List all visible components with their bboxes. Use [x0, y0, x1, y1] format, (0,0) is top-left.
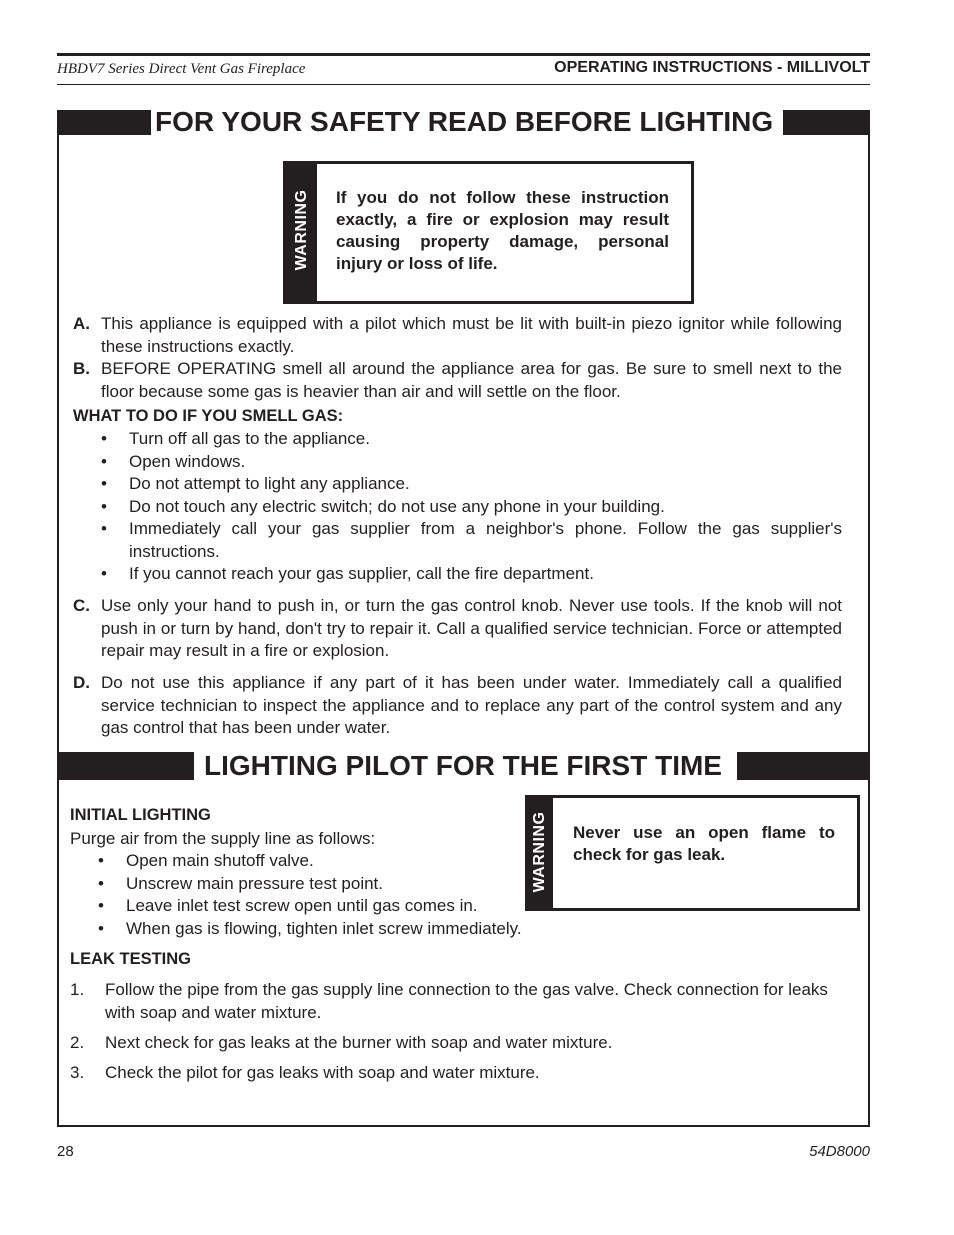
list-item — [98, 850, 568, 873]
warning-text-explosion: If you do not follow these instruction exactly, a fire or explosion may result causing property damage, personal injury or loss of life. — [336, 188, 669, 273]
section-title-lighting: LIGHTING PILOT FOR THE FIRST TIME — [194, 748, 737, 784]
bullet-icon: • — [98, 896, 104, 915]
list-item — [70, 1032, 846, 1055]
item-label: D. — [73, 673, 90, 692]
step-number: 2. — [70, 1033, 85, 1052]
item-text: Use only your hand to push in, or turn the gas control knob. Never use tools. If the knob will not push in or turn by hand, don't try to repair it. Call a qualified service technician. Force or attempted repair may result in a fire or explosion. — [101, 596, 842, 660]
leak-testing-heading: LEAK TESTING — [70, 950, 192, 968]
list-item-text: Leave inlet test screw open until gas comes in. — [126, 896, 478, 915]
warning-box-open-flame — [525, 795, 860, 911]
warning-box-explosion — [283, 161, 694, 304]
page-number: 28 — [57, 1143, 74, 1160]
item-text: BEFORE OPERATING smell all around the appliance area for gas. Be sure to smell next to the floor because some gas is heavier than air and will settle on the floor. — [101, 359, 842, 401]
item-label: B. — [73, 359, 90, 378]
instruction-item-b — [73, 358, 842, 403]
document-number: 54D8000 — [809, 1143, 870, 1160]
list-item — [101, 518, 842, 563]
bullet-icon: • — [101, 497, 107, 516]
item-text: This appliance is equipped with a pilot which must be lit with built-in piezo ignitor while following these instructions exactly. — [101, 314, 842, 356]
step-text: Check the pilot for gas leaks with soap and water mixture. — [105, 1063, 540, 1082]
instruction-item-d — [73, 672, 842, 740]
list-item-text: Open main shutoff valve. — [126, 851, 314, 870]
list-item — [101, 473, 842, 496]
header-subrule — [57, 84, 870, 85]
bullet-icon: • — [98, 874, 104, 893]
header-rule — [57, 53, 870, 56]
header-section-title: OPERATING INSTRUCTIONS - MILLIVOLT — [554, 59, 870, 76]
bullet-icon: • — [101, 519, 107, 538]
bullet-icon: • — [101, 564, 107, 583]
instruction-item-a — [73, 313, 842, 358]
list-item-text: If you cannot reach your gas supplier, call the fire department. — [129, 564, 594, 583]
bullet-icon: • — [101, 474, 107, 493]
instruction-item-c — [73, 595, 842, 663]
warning-label: WARNING — [531, 811, 548, 893]
item-label: C. — [73, 596, 90, 615]
step-number: 3. — [70, 1063, 85, 1082]
list-item — [101, 451, 842, 474]
list-item — [98, 895, 568, 918]
list-item-text: Unscrew main pressure test point. — [126, 874, 383, 893]
list-item — [101, 563, 842, 586]
smell-gas-heading: WHAT TO DO IF YOU SMELL GAS: — [73, 407, 344, 425]
list-item-text: Open windows. — [129, 452, 246, 471]
bullet-icon: • — [98, 851, 104, 870]
list-item-text: Do not touch any electric switch; do not use any phone in your building. — [129, 497, 665, 516]
bullet-icon: • — [98, 919, 104, 938]
step-text: Follow the pipe from the gas supply line connection to the gas valve. Check connection for leaks with soap and water mixture. — [105, 980, 828, 1022]
header-product-title: HBDV7 Series Direct Vent Gas Fireplace — [57, 61, 306, 77]
list-item — [98, 918, 578, 941]
bullet-icon: • — [101, 429, 107, 448]
step-text: Next check for gas leaks at the burner with soap and water mixture. — [105, 1033, 613, 1052]
item-label: A. — [73, 314, 90, 333]
initial-lighting-intro: Purge air from the supply line as follows: — [70, 829, 376, 848]
warning-text-open-flame: Never use an open flame to check for gas leak. — [573, 823, 835, 864]
warning-label: WARNING — [293, 189, 310, 271]
list-item — [101, 428, 842, 451]
item-text: Do not use this appliance if any part of it has been under water. Immediately call a qualified service technician to inspect the appliance and to replace any part of the control system and any gas control that has been under water. — [101, 673, 842, 737]
step-number: 1. — [70, 980, 85, 999]
list-item — [101, 496, 842, 519]
list-item — [70, 1062, 846, 1085]
list-item-text: Turn off all gas to the appliance. — [129, 429, 370, 448]
bullet-icon: • — [101, 452, 107, 471]
initial-lighting-heading: INITIAL LIGHTING — [70, 806, 211, 824]
list-item-text: When gas is flowing, tighten inlet screw immediately. — [126, 919, 522, 938]
list-item — [70, 979, 846, 1024]
list-item-text: Immediately call your gas supplier from a neighbor's phone. Follow the gas supplier's instructions. — [129, 519, 842, 561]
section-title-safety: FOR YOUR SAFETY READ BEFORE LIGHTING — [151, 104, 783, 140]
list-item-text: Do not attempt to light any appliance. — [129, 474, 410, 493]
list-item — [98, 873, 568, 896]
